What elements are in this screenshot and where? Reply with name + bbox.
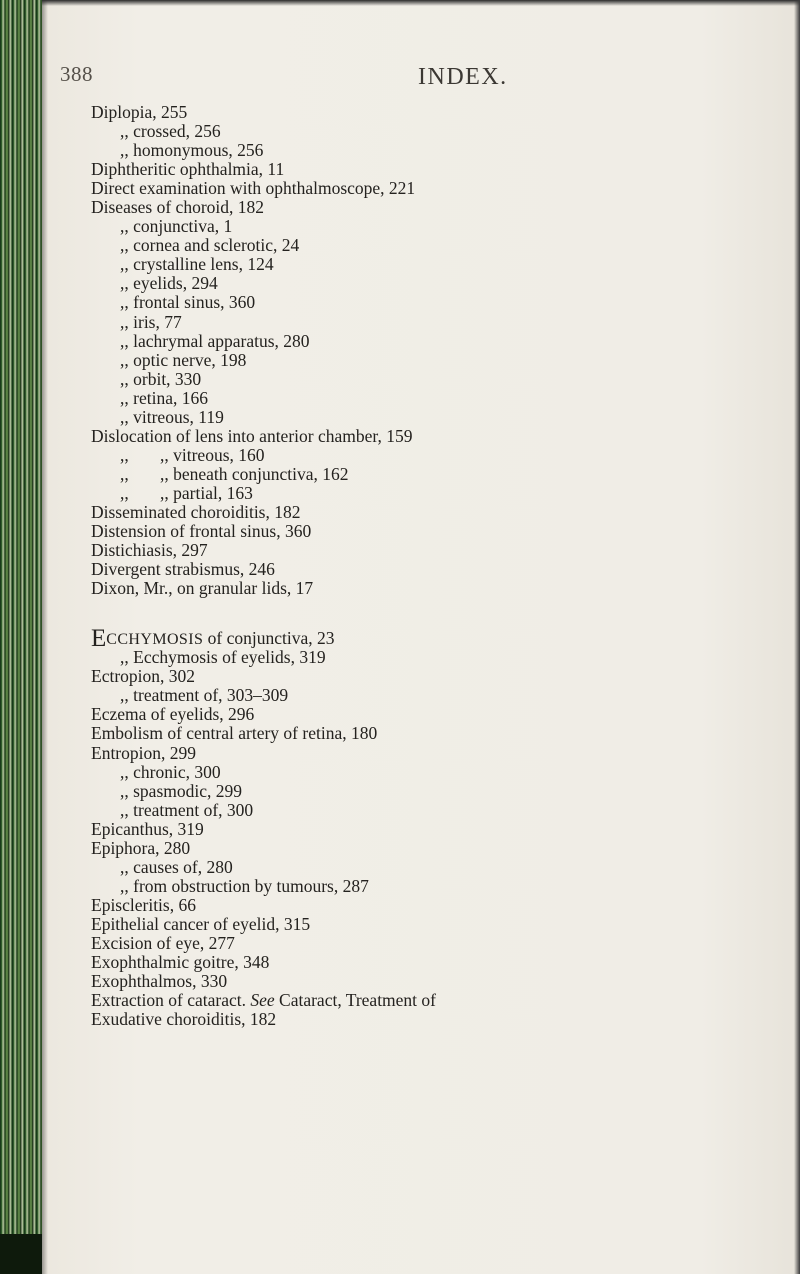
page-top-edge [42, 0, 800, 6]
entry-text: chronic, 300 [133, 761, 221, 782]
running-head: INDEX. [418, 64, 508, 90]
entry-text: Distension of frontal sinus, 360 [91, 521, 312, 542]
see-reference: See [250, 990, 275, 1011]
entry-text: Epicanthus, 319 [91, 818, 204, 839]
index-entry [91, 446, 791, 465]
entry-text: treatment of, 303–309 [133, 685, 289, 706]
entry-text: crossed, 256 [133, 121, 221, 142]
index-entry [91, 648, 791, 667]
page-number: 388 [60, 62, 93, 86]
entry-text: retina, 166 [133, 387, 208, 408]
ditto-mark: ,, [120, 463, 129, 484]
ditto-mark: ,, [160, 463, 174, 484]
section-gap [91, 598, 791, 629]
ditto-mark: ,, [120, 799, 134, 820]
entry-text: spasmodic, 299 [133, 780, 243, 801]
entry-text: Dixon, Mr., on granular lids, 17 [91, 578, 314, 599]
entry-text: causes of, 280 [133, 856, 233, 877]
index-entry [91, 122, 791, 141]
entry-text: Embolism of central artery of retina, 180 [91, 723, 378, 744]
index-entry [91, 217, 791, 236]
ditto-mark: ,, [120, 273, 134, 294]
index-entry [91, 744, 791, 763]
entry-text: Divergent strabismus, 246 [91, 559, 275, 580]
entry-text: Excision of eye, 277 [91, 932, 235, 953]
entry-text: optic nerve, 198 [133, 349, 247, 370]
index-entry [91, 408, 791, 427]
entry-text: iris, 77 [133, 311, 182, 332]
ditto-mark: ,, [120, 875, 134, 896]
ditto-mark: ,, [120, 685, 134, 706]
ditto-mark: ,, [120, 330, 134, 351]
ditto-mark: ,, [120, 482, 129, 503]
index-entry [91, 839, 791, 858]
ditto-mark: ,, [120, 406, 134, 427]
ditto-mark: ,, [120, 140, 134, 161]
entry-text: Dislocation of lens into anterior chamber, 159 [91, 425, 413, 446]
entry-text: eyelids, 294 [133, 273, 218, 294]
ditto-mark: ,, [120, 121, 134, 142]
index-entry [91, 915, 791, 934]
index-section-e [91, 648, 791, 1029]
index-entry [91, 953, 791, 972]
entry-text: beneath conjunctiva, 162 [173, 463, 349, 484]
index-entry [91, 351, 791, 370]
entry-text: Exudative choroiditis, 182 [91, 1009, 277, 1030]
index-entry [91, 801, 791, 820]
index-entry [91, 103, 791, 122]
index-entry [91, 1010, 791, 1029]
index-entry [91, 579, 791, 598]
ditto-mark: ,, [120, 387, 134, 408]
index-entry [91, 667, 791, 686]
index-entry [91, 541, 791, 560]
entry-text: treatment of, 300 [133, 799, 254, 820]
entry-text: Diseases of choroid, 182 [91, 197, 265, 218]
entry-text: lachrymal apparatus, 280 [133, 330, 310, 351]
entry-headword: CCHYMOSIS [106, 631, 204, 649]
index-entry [91, 763, 791, 782]
initial-letter: E [91, 625, 107, 653]
entry-text: homonymous, 256 [133, 140, 264, 161]
entry-text: Eczema of eyelids, 296 [91, 704, 255, 725]
entry-text: orbit, 330 [133, 368, 202, 389]
entry-text: Exophthalmos, 330 [91, 971, 228, 992]
entry-text: vitreous, 160 [173, 444, 265, 465]
index-entry [91, 370, 791, 389]
index-entry [91, 198, 791, 217]
index-entry [91, 427, 791, 446]
see-target: Cataract, Treatment of [274, 990, 437, 1011]
entry-text: Extraction of cataract. [91, 990, 246, 1011]
ditto-mark: ,, [160, 444, 174, 465]
index-entry [91, 141, 791, 160]
entry-text: cornea and sclerotic, 24 [133, 235, 300, 256]
index-entries [91, 103, 791, 1029]
entry-text: partial, 163 [173, 482, 253, 503]
index-entry [91, 179, 791, 198]
spine-shadow [0, 1234, 42, 1274]
entry-text: Ecchymosis of eyelids, 319 [133, 647, 326, 668]
ditto-mark: ,, [120, 368, 134, 389]
index-entry [91, 782, 791, 801]
entry-text: Direct examination with ophthalmoscope, 221 [91, 178, 416, 199]
ditto-mark: ,, [120, 311, 134, 332]
index-entry [91, 877, 791, 896]
index-entry-ecchymosis [91, 625, 791, 653]
ditto-mark: ,, [120, 292, 134, 313]
ditto-mark: ,, [120, 235, 134, 256]
entry-text: conjunctiva, 1 [133, 216, 233, 237]
index-entry [91, 313, 791, 332]
index-entry [91, 332, 791, 351]
index-section-d [91, 103, 791, 598]
entry-text: of conjunctiva, 23 [203, 628, 335, 649]
index-entry [91, 255, 791, 274]
index-entry [91, 293, 791, 312]
index-entry [91, 686, 791, 705]
entry-text: Exophthalmic goitre, 348 [91, 952, 270, 973]
entry-text: Ectropion, 302 [91, 666, 196, 687]
entry-text: Entropion, 299 [91, 742, 196, 763]
index-entry [91, 236, 791, 255]
index-entry [91, 389, 791, 408]
index-entry [91, 465, 791, 484]
index-entry [91, 934, 791, 953]
index-entry [91, 820, 791, 839]
index-entry [91, 560, 791, 579]
index-entry [91, 484, 791, 503]
entry-text: crystalline lens, 124 [133, 254, 274, 275]
entry-text: from obstruction by tumours, 287 [133, 875, 369, 896]
ditto-mark: ,, [120, 349, 134, 370]
ditto-mark: ,, [120, 780, 134, 801]
ditto-mark: ,, [120, 761, 134, 782]
ditto-mark: ,, [120, 254, 134, 275]
index-entry [91, 705, 791, 724]
index-entry [91, 522, 791, 541]
entry-text: Diplopia, 255 [91, 102, 188, 122]
entry-text: Distichiasis, 297 [91, 540, 208, 561]
index-entry [91, 896, 791, 915]
ditto-mark: ,, [120, 216, 134, 237]
entry-text: Episcleritis, 66 [91, 894, 196, 915]
entry-text: vitreous, 119 [133, 406, 224, 427]
index-entry [91, 503, 791, 522]
index-entry [91, 160, 791, 179]
index-entry [91, 724, 791, 743]
index-entry [91, 274, 791, 293]
index-entry [91, 972, 791, 991]
entry-text: Diphtheritic ophthalmia, 11 [91, 159, 285, 180]
index-entry [91, 858, 791, 877]
ditto-mark: ,, [120, 856, 134, 877]
index-entry [91, 991, 791, 1010]
entry-text: Epiphora, 280 [91, 837, 191, 858]
entry-text: Epithelial cancer of eyelid, 315 [91, 913, 311, 934]
book-spine [0, 0, 42, 1274]
ditto-mark: ,, [120, 647, 134, 668]
entry-text: frontal sinus, 360 [133, 292, 256, 313]
page-right-edge [794, 0, 800, 1274]
ditto-mark: ,, [160, 482, 174, 503]
entry-text: Disseminated choroiditis, 182 [91, 501, 301, 522]
ditto-mark: ,, [120, 444, 129, 465]
